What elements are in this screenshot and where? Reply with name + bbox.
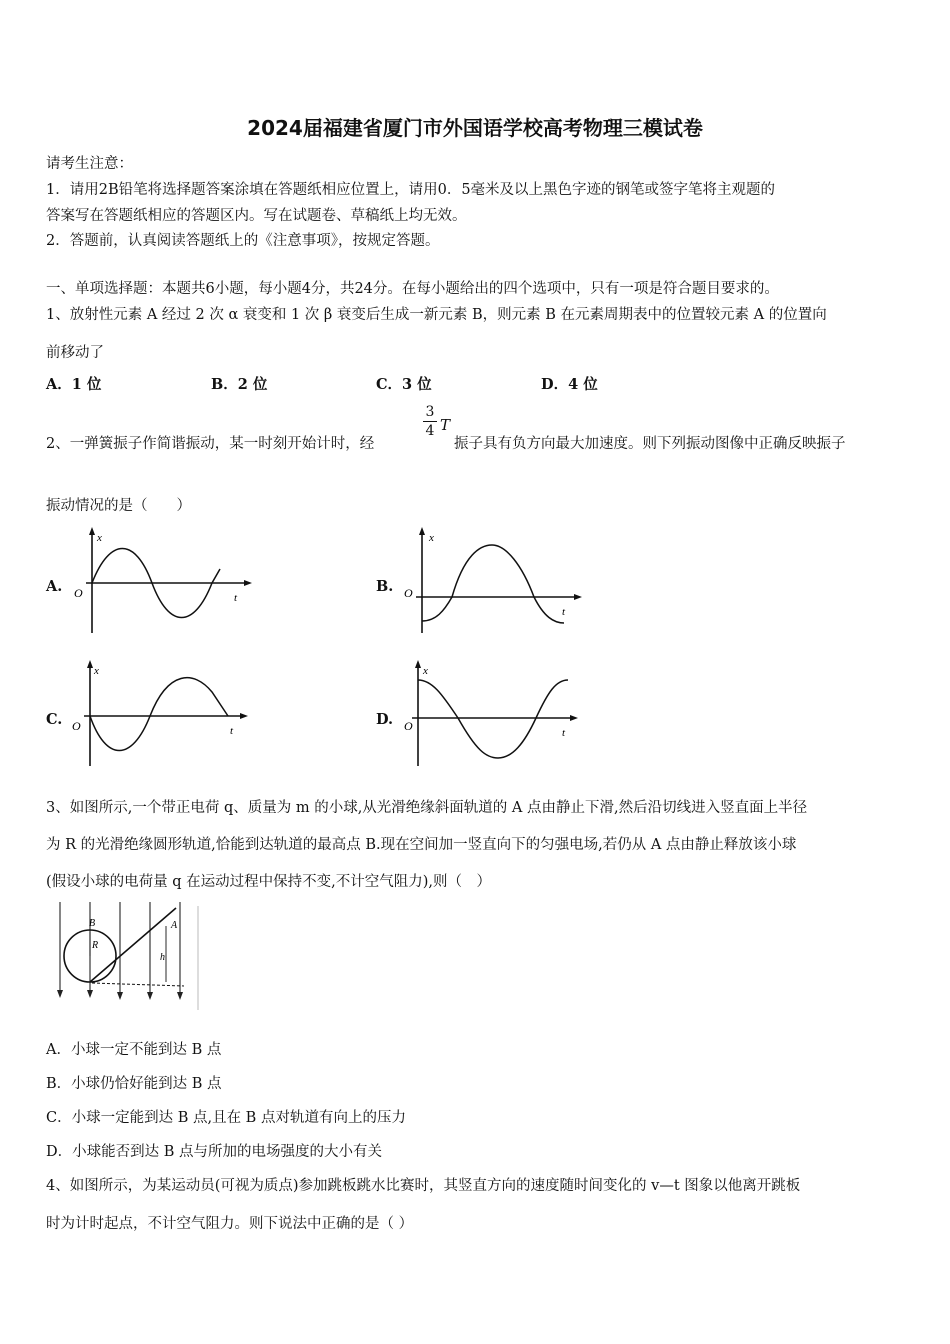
q2-label-b: B. bbox=[376, 578, 394, 595]
q2-graph-b bbox=[402, 525, 592, 635]
wave-curve bbox=[90, 678, 228, 751]
notice-line-2: 2．答题前，认真阅读答题纸上的《注意事项》，按规定答题。 bbox=[46, 233, 440, 249]
t-arrow-icon bbox=[570, 715, 578, 721]
fraction-numerator: 3 bbox=[425, 404, 435, 420]
fraction-variable: T bbox=[440, 416, 451, 434]
q3-stem-line2: 为 R 的光滑绝缘圆形轨道,恰能到达轨道的最高点 B.现在空间加一竖直向下的匀强电场,若仍从 A 点由静止释放该小球 bbox=[46, 837, 797, 853]
origin-label: O bbox=[72, 719, 81, 733]
page-title: 2024届福建省厦门市外国语学校高考物理三模试卷 bbox=[247, 116, 703, 140]
t-arrow-icon bbox=[574, 594, 582, 600]
y-arrow-icon bbox=[87, 660, 93, 668]
q2-label-a: A. bbox=[46, 578, 63, 595]
label-h: h bbox=[160, 952, 165, 963]
notice-line-1b: 答案写在答题纸相应的答题区内。写在试题卷、草稿纸上均无效。 bbox=[46, 208, 467, 224]
ground-dashed-line bbox=[92, 983, 184, 986]
q3-option-b: B．小球仍恰好能到达 B 点 bbox=[46, 1076, 222, 1092]
origin-label: O bbox=[74, 586, 83, 600]
q4-stem-line2: 时为计时起点，不计空气阻力。则下说法中正确的是（ ） bbox=[46, 1216, 414, 1232]
q2-fraction bbox=[423, 404, 437, 439]
q2-stem-line2: 振动情况的是（ ） bbox=[46, 498, 191, 514]
q2-label-d: D. bbox=[376, 711, 394, 728]
fraction-bar bbox=[423, 421, 437, 422]
q1-option-b: B．2 位 bbox=[211, 376, 268, 393]
axis-x-label: x bbox=[94, 665, 99, 677]
q2-stem-line1b: 振子具有负方向最大加速度。则下列振动图像中正确反映振子 bbox=[454, 436, 846, 452]
label-b: B bbox=[89, 918, 96, 929]
axis-t-label: t bbox=[230, 725, 234, 737]
q3-option-d: D．小球能否到达 B 点与所加的电场强度的大小有关 bbox=[46, 1144, 382, 1160]
wave-curve bbox=[422, 545, 564, 623]
q1-stem-line1: 1、放射性元素 A 经过 2 次 α 衰变和 1 次 β 衰变后生成一新元素 B，则元素 B 在元素周期表中的位置较元素 A 的位置向 bbox=[46, 307, 827, 323]
q3-option-c: C．小球一定能到达 B 点,且在 B 点对轨道有向上的压力 bbox=[46, 1110, 406, 1126]
origin-label: O bbox=[404, 586, 413, 600]
q2-graph-d bbox=[402, 658, 592, 768]
q3-track-figure bbox=[52, 900, 204, 1012]
q3-stem-line1: 3、如图所示,一个带正电荷 q、质量为 m 的小球,从光滑绝缘斜面轨道的 A 点由静止下滑,然后沿切线进入竖直面上半径 bbox=[46, 800, 808, 816]
notice-heading: 请考生注意： bbox=[46, 156, 133, 172]
fraction-denominator: 4 bbox=[425, 423, 435, 439]
notice-line-1a: 1．请用2B铅笔将选择题答案涂填在答题纸相应位置上，请用0．5毫米及以上黑色字迹的钢笔或签字笔将主观题的 bbox=[46, 182, 776, 198]
label-r: R bbox=[92, 940, 99, 951]
q2-graph-a bbox=[70, 525, 260, 635]
axis-t-label: t bbox=[562, 606, 566, 618]
q3-option-a: A．小球一定不能到达 B 点 bbox=[46, 1042, 222, 1058]
origin-label: O bbox=[404, 719, 413, 733]
axis-x-label: x bbox=[97, 532, 102, 544]
q1-stem-line2: 前移动了 bbox=[46, 345, 104, 361]
q1-option-d: D．4 位 bbox=[541, 376, 598, 393]
section-heading: 一、单项选择题：本题共6小题，每小题4分，共24分。在每小题给出的四个选项中，只有一项是符合题目要求的。 bbox=[46, 281, 779, 297]
q1-option-c: C．3 位 bbox=[376, 376, 432, 393]
y-arrow-icon bbox=[419, 527, 425, 535]
axis-t-label: t bbox=[562, 727, 566, 739]
q2-graph-c bbox=[70, 658, 260, 768]
q4-stem-line1: 4、如图所示，为某运动员(可视为质点)参加跳板跳水比赛时，其竖直方向的速度随时间变化的 v—t 图象以他离开跳板 bbox=[46, 1178, 801, 1194]
y-arrow-icon bbox=[89, 527, 95, 535]
q1-option-a: A．1 位 bbox=[46, 376, 102, 393]
t-arrow-icon bbox=[244, 580, 252, 586]
axis-x-label: x bbox=[423, 665, 428, 677]
axis-t-label: t bbox=[234, 592, 238, 604]
wave-curve bbox=[418, 680, 568, 758]
q2-stem-line1a: 2、一弹簧振子作简谐振动，某一时刻开始计时，经 bbox=[46, 436, 375, 452]
y-arrow-icon bbox=[415, 660, 421, 668]
electric-field-lines bbox=[60, 902, 180, 996]
label-a: A bbox=[171, 920, 178, 931]
q3-stem-line3: (假设小球的电荷量 q 在运动过程中保持不变,不计空气阻力),则（ ） bbox=[46, 874, 492, 890]
axis-x-label: x bbox=[429, 532, 434, 544]
q2-label-c: C. bbox=[46, 711, 63, 728]
incline-track bbox=[90, 908, 176, 982]
t-arrow-icon bbox=[240, 713, 248, 719]
